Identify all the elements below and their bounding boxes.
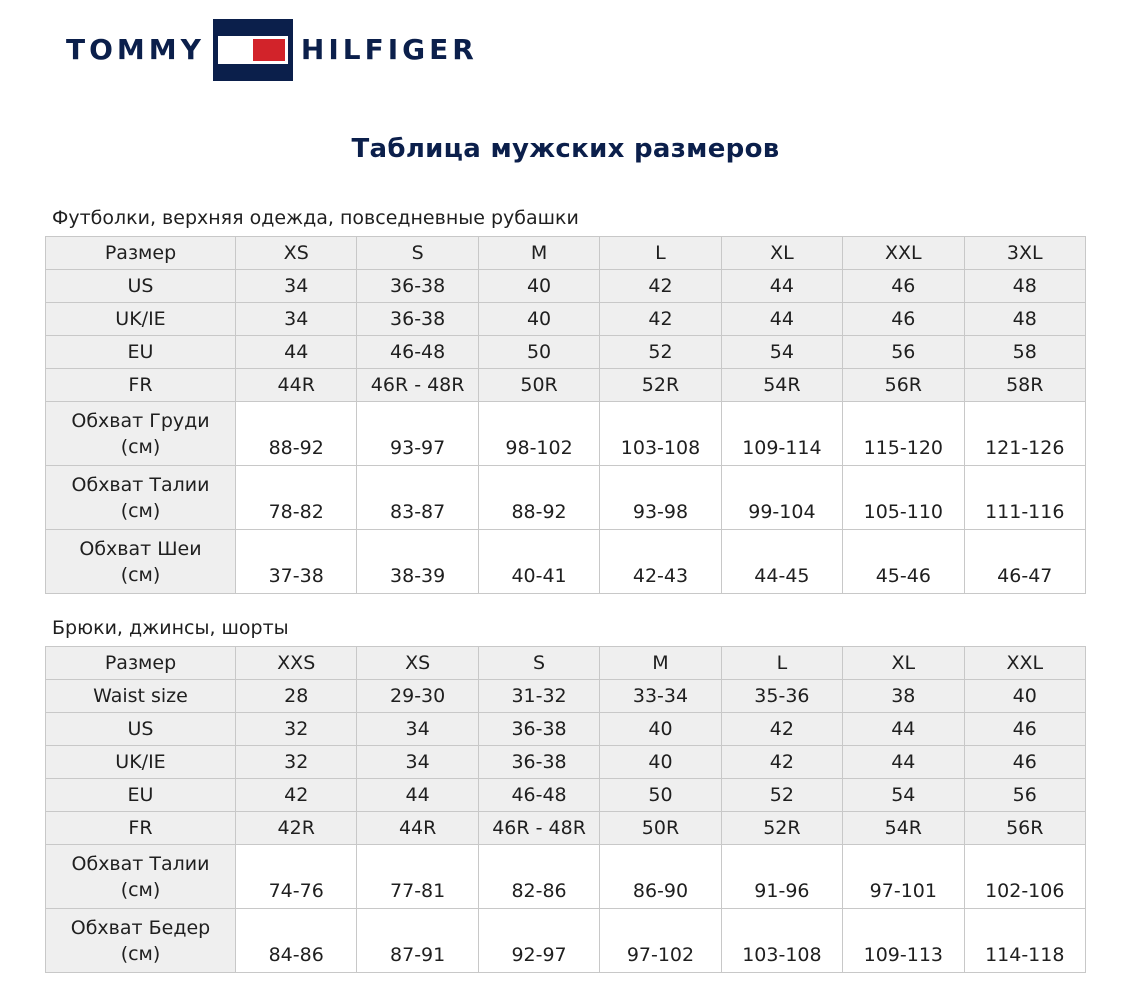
table-cell: 36-38 [357, 270, 478, 303]
row-label: Waist size [46, 680, 236, 713]
header-label: Размер [46, 237, 236, 270]
row-label-line: Обхват Талии [71, 852, 210, 875]
table-header-row [46, 647, 1086, 680]
table-cell: 44 [843, 746, 964, 779]
table-cell: 44 [843, 713, 964, 746]
row-label: UK/IE [46, 746, 236, 779]
size-header: XL [843, 647, 964, 680]
size-header: XXS [236, 647, 357, 680]
table-cell: 50R [600, 812, 721, 845]
table-cell: 99-104 [721, 466, 842, 530]
table-cell: 40 [600, 746, 721, 779]
table-cell: 109-113 [843, 909, 964, 973]
table-cell: 45-46 [843, 530, 964, 594]
table-cell: 31-32 [478, 680, 599, 713]
table-cell: 34 [357, 713, 478, 746]
table-cell: 54 [843, 779, 964, 812]
table-cell: 83-87 [357, 466, 478, 530]
table-row [46, 369, 1086, 402]
table-cell: 48 [964, 303, 1085, 336]
bottoms-size-table [45, 646, 1086, 973]
table-cell: 105-110 [843, 466, 964, 530]
row-label [46, 466, 236, 530]
table-cell: 34 [236, 270, 357, 303]
table-cell: 52R [600, 369, 721, 402]
table-row [46, 779, 1086, 812]
table-cell: 46-48 [357, 336, 478, 369]
tops-caption: Футболки, верхняя одежда, повседневные рубашки [52, 207, 579, 229]
table-cell: 82-86 [478, 845, 599, 909]
table-cell: 56 [964, 779, 1085, 812]
table-cell: 44 [721, 303, 842, 336]
table-cell: 93-97 [357, 402, 478, 466]
table-cell: 58 [964, 336, 1085, 369]
brand-right-word: HILFIGER [300, 33, 478, 66]
table-cell: 44 [357, 779, 478, 812]
table-row [46, 303, 1086, 336]
table-cell: 32 [236, 713, 357, 746]
brand-logo [66, 18, 478, 82]
tops-size-table [45, 236, 1086, 594]
row-label-line: Обхват Бедер [70, 916, 211, 939]
size-header: M [478, 237, 599, 270]
table-cell: 46 [843, 270, 964, 303]
table-cell: 52 [721, 779, 842, 812]
table-cell: 46-47 [964, 530, 1085, 594]
row-label-unit: (см) [120, 435, 161, 458]
table-row [46, 746, 1086, 779]
table-cell: 35-36 [721, 680, 842, 713]
table-cell: 52R [721, 812, 842, 845]
table-cell: 97-102 [600, 909, 721, 973]
table-row [46, 270, 1086, 303]
size-header: XS [236, 237, 357, 270]
table-cell: 121-126 [964, 402, 1085, 466]
size-header: XXL [964, 647, 1085, 680]
table-cell: 50 [600, 779, 721, 812]
table-cell: 40-41 [478, 530, 599, 594]
table-cell: 58R [964, 369, 1085, 402]
table-row [46, 466, 1086, 530]
table-cell: 54R [721, 369, 842, 402]
table-cell: 46 [843, 303, 964, 336]
bottoms-caption: Брюки, джинсы, шорты [52, 617, 289, 639]
page-title: Таблица мужских размеров [351, 134, 780, 164]
table-row [46, 812, 1086, 845]
table-cell: 36-38 [478, 713, 599, 746]
table-cell: 40 [478, 270, 599, 303]
table-cell: 36-38 [478, 746, 599, 779]
table-cell: 42 [236, 779, 357, 812]
table-row [46, 909, 1086, 973]
table-cell: 42 [721, 713, 842, 746]
table-cell: 34 [357, 746, 478, 779]
table-cell: 46R - 48R [478, 812, 599, 845]
row-label-unit: (см) [120, 878, 161, 901]
table-cell: 102-106 [964, 845, 1085, 909]
table-cell: 40 [600, 713, 721, 746]
table-cell: 74-76 [236, 845, 357, 909]
table-cell: 103-108 [600, 402, 721, 466]
table-cell: 77-81 [357, 845, 478, 909]
table-cell: 28 [236, 680, 357, 713]
table-cell: 98-102 [478, 402, 599, 466]
table-cell: 56R [843, 369, 964, 402]
table-cell: 42 [721, 746, 842, 779]
table-row [46, 336, 1086, 369]
table-cell: 54 [721, 336, 842, 369]
table-cell: 44-45 [721, 530, 842, 594]
row-label [46, 402, 236, 466]
size-header: M [600, 647, 721, 680]
table-cell: 114-118 [964, 909, 1085, 973]
brand-left-word: TOMMY [66, 33, 205, 66]
row-label-line: Обхват Талии [71, 473, 210, 496]
table-cell: 56 [843, 336, 964, 369]
size-header: S [478, 647, 599, 680]
row-label [46, 530, 236, 594]
table-cell: 32 [236, 746, 357, 779]
table-cell: 40 [478, 303, 599, 336]
row-label-line: Обхват Груди [71, 409, 210, 432]
row-label: FR [46, 812, 236, 845]
table-row [46, 402, 1086, 466]
size-header: L [600, 237, 721, 270]
table-row [46, 530, 1086, 594]
table-header-row [46, 237, 1086, 270]
table-cell: 50R [478, 369, 599, 402]
row-label [46, 845, 236, 909]
size-header: S [357, 237, 478, 270]
flag-logo-icon [213, 19, 293, 81]
table-cell: 52 [600, 336, 721, 369]
table-cell: 48 [964, 270, 1085, 303]
table-cell: 38-39 [357, 530, 478, 594]
table-cell: 46R - 48R [357, 369, 478, 402]
row-label-unit: (см) [120, 499, 161, 522]
table-row [46, 713, 1086, 746]
table-cell: 111-116 [964, 466, 1085, 530]
table-row [46, 845, 1086, 909]
row-label-unit: (см) [120, 942, 161, 965]
row-label: EU [46, 779, 236, 812]
row-label-line: Обхват Шеи [79, 537, 202, 560]
table-cell: 37-38 [236, 530, 357, 594]
table-cell: 50 [478, 336, 599, 369]
table-row [46, 680, 1086, 713]
row-label-unit: (см) [120, 563, 161, 586]
table-cell: 46 [964, 746, 1085, 779]
table-cell: 56R [964, 812, 1085, 845]
table-cell: 38 [843, 680, 964, 713]
row-label: UK/IE [46, 303, 236, 336]
size-header: L [721, 647, 842, 680]
table-cell: 84-86 [236, 909, 357, 973]
table-cell: 109-114 [721, 402, 842, 466]
table-cell: 34 [236, 303, 357, 336]
table-cell: 42-43 [600, 530, 721, 594]
table-cell: 29-30 [357, 680, 478, 713]
table-cell: 46 [964, 713, 1085, 746]
size-header: 3XL [964, 237, 1085, 270]
table-cell: 54R [843, 812, 964, 845]
table-cell: 103-108 [721, 909, 842, 973]
row-label: US [46, 713, 236, 746]
table-cell: 46-48 [478, 779, 599, 812]
table-cell: 44R [357, 812, 478, 845]
table-cell: 44 [236, 336, 357, 369]
table-cell: 115-120 [843, 402, 964, 466]
size-header: XL [721, 237, 842, 270]
table-cell: 36-38 [357, 303, 478, 336]
table-cell: 78-82 [236, 466, 357, 530]
table-cell: 88-92 [236, 402, 357, 466]
table-cell: 91-96 [721, 845, 842, 909]
header-label: Размер [46, 647, 236, 680]
table-cell: 42 [600, 270, 721, 303]
table-cell: 44R [236, 369, 357, 402]
table-cell: 33-34 [600, 680, 721, 713]
table-cell: 92-97 [478, 909, 599, 973]
row-label: US [46, 270, 236, 303]
table-cell: 93-98 [600, 466, 721, 530]
table-cell: 86-90 [600, 845, 721, 909]
size-header: XS [357, 647, 478, 680]
row-label: FR [46, 369, 236, 402]
row-label: EU [46, 336, 236, 369]
size-header: XXL [843, 237, 964, 270]
table-cell: 44 [721, 270, 842, 303]
table-cell: 42 [600, 303, 721, 336]
table-cell: 40 [964, 680, 1085, 713]
table-cell: 97-101 [843, 845, 964, 909]
table-cell: 87-91 [357, 909, 478, 973]
row-label [46, 909, 236, 973]
table-cell: 88-92 [478, 466, 599, 530]
table-cell: 42R [236, 812, 357, 845]
